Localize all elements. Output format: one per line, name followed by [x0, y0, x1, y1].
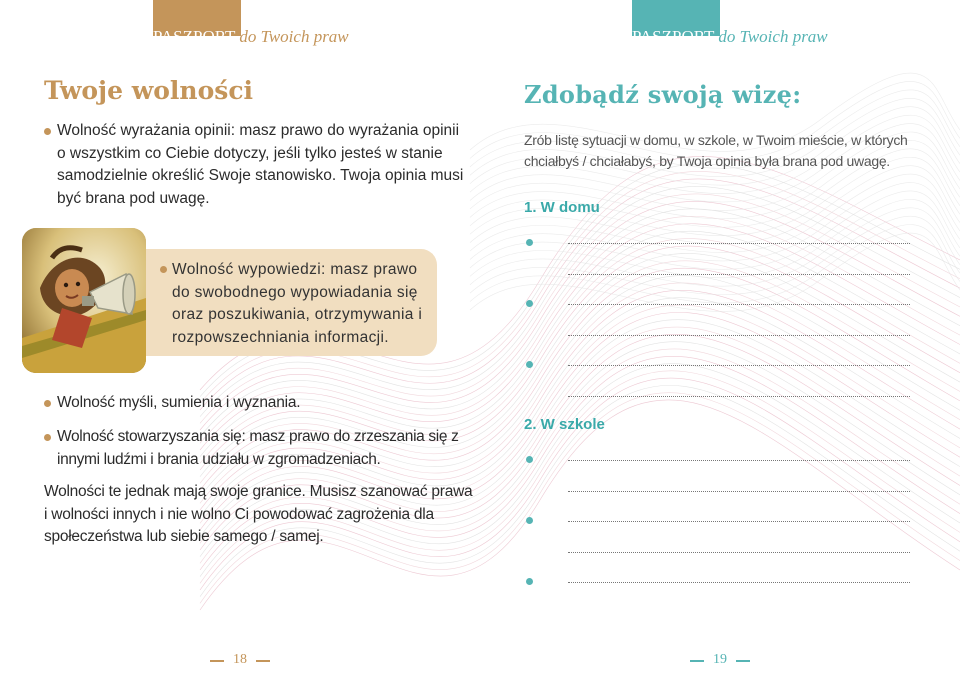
section-heading-school: 2. W szkole	[524, 416, 605, 433]
visa-instructions	[524, 130, 924, 171]
text-line: oraz poszukiwania, otrzymywania i	[172, 306, 423, 323]
page-number-text: 18	[233, 652, 247, 667]
bullet-dot	[44, 400, 51, 407]
bullet-dot	[526, 239, 533, 246]
page-number-dash	[256, 660, 270, 662]
bullet-dot	[526, 300, 533, 307]
text-line: Wolność wypowiedzi: masz prawo	[172, 261, 418, 278]
bullet-dot	[526, 517, 533, 524]
freedom-of-association-paragraph	[57, 426, 459, 471]
bullet-dot	[526, 361, 533, 368]
text-line: rozpowszechniania informacji.	[172, 328, 389, 346]
answer-line-home[interactable]	[568, 274, 910, 275]
header-tab-text	[632, 27, 828, 47]
answer-line-home[interactable]	[568, 243, 910, 244]
text-line: społeczeństwa lub siebie samego / samej.	[44, 528, 324, 545]
answer-line-home[interactable]	[568, 335, 910, 336]
bullet-dot	[526, 456, 533, 463]
text-line: do swobodnego wypowiadania się	[172, 283, 418, 301]
text-line: i wolności innych i nie wolno Ci powodować zagrożenia dla	[44, 505, 434, 523]
text-line: samodzielnie określić Swoje stanowisko. Twoja opinia musi	[57, 167, 464, 184]
text-line: Wolności te jednak mają swoje granice. Musisz szanować prawa	[44, 483, 473, 500]
freedom-of-thought-line: Wolność myśli, sumienia i wyznania.	[57, 394, 301, 411]
text-line: innymi ludźmi i brania udziału w zgromadzeniach.	[57, 450, 381, 468]
passport-label: PASZPORT	[632, 27, 715, 46]
answer-line-school[interactable]	[568, 491, 910, 492]
passport-sublabel: do Twoich praw	[718, 27, 828, 46]
page-number	[205, 652, 275, 670]
text-line: o wszystkim co Ciebie dotyczy, jeśli tylko jesteś w stanie	[57, 144, 443, 162]
bullet-dot	[160, 266, 167, 273]
answer-line-school[interactable]	[568, 521, 910, 522]
passport-sublabel: do Twoich praw	[239, 27, 349, 46]
bullet-dot	[44, 128, 51, 135]
text-line: być brana pod uwagę.	[57, 189, 210, 207]
header-tab-text	[153, 27, 349, 47]
bullet-dot	[44, 434, 51, 441]
text-line: Wolność wyrażania opinii: masz prawo do wyrażania opinii	[57, 122, 460, 139]
freedom-of-speech-paragraph	[172, 259, 422, 349]
page-number-text: 19	[713, 652, 727, 667]
page-number-dash	[736, 660, 750, 662]
answer-line-home[interactable]	[568, 304, 910, 305]
freedom-of-opinion-paragraph	[57, 120, 463, 210]
answer-line-school[interactable]	[568, 460, 910, 461]
page-title: Twoje wolności	[44, 76, 254, 105]
answer-line-school[interactable]	[568, 552, 910, 553]
passport-label: PASZPORT	[153, 27, 236, 46]
closing-paragraph	[44, 481, 472, 549]
answer-line-school[interactable]	[568, 582, 910, 583]
girl-with-megaphone-illustration	[22, 228, 146, 373]
visa-title: Zdobądź swoją wizę:	[524, 80, 802, 109]
section-heading-home: 1. W domu	[524, 199, 600, 216]
page-number	[685, 652, 755, 670]
answer-line-home[interactable]	[568, 365, 910, 366]
text-line: chciałbyś / chciałabyś, by Twoja opinia była brana pod uwagę.	[524, 152, 890, 169]
bullet-dot	[526, 578, 533, 585]
answer-line-home[interactable]	[568, 396, 910, 397]
text-line: Zrób listę sytuacji w domu, w szkole, w Twoim mieście, w których	[524, 132, 908, 148]
text-line: Wolność stowarzyszania się: masz prawo do zrzeszania się z	[57, 428, 459, 445]
